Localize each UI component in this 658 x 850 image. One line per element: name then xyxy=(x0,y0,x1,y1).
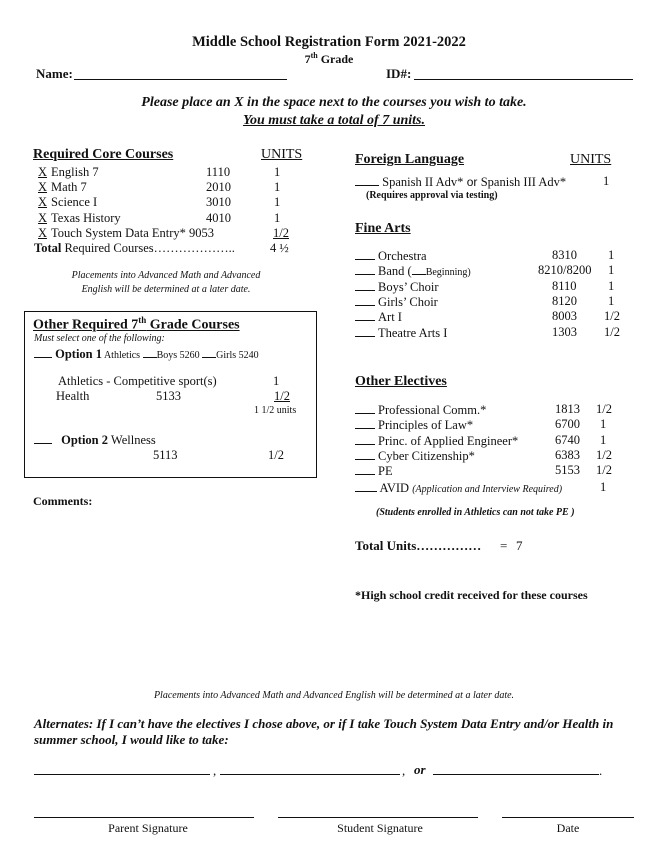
alternate-1-field[interactable] xyxy=(34,774,210,775)
parent-signature-label: Parent Signature xyxy=(108,821,188,835)
core-course-units: 1/2 xyxy=(273,225,289,240)
health-units: 1/2 xyxy=(274,389,290,403)
health-label: Health xyxy=(56,389,90,403)
core-total-row xyxy=(34,241,235,256)
core-course-mark[interactable]: X xyxy=(38,195,48,210)
fine-arts-row xyxy=(355,325,447,341)
parent-signature-line[interactable] xyxy=(34,817,254,818)
alternate-or: or xyxy=(414,762,426,777)
fine-arts-name: Girls’ Choir xyxy=(378,294,438,309)
band-beginning-blank[interactable] xyxy=(412,263,426,275)
option-1-row xyxy=(34,346,259,362)
boys-blank[interactable] xyxy=(143,346,157,358)
option-2-blank[interactable] xyxy=(34,432,52,444)
instruction-line-2: You must take a total of 7 units. xyxy=(242,113,426,128)
fine-arts-code: 8120 xyxy=(552,293,577,308)
spanish-or: or xyxy=(463,175,481,189)
core-course-code: 3010 xyxy=(206,195,231,210)
spanish-note: (Requires approval via testing) xyxy=(366,190,498,201)
avid-row xyxy=(355,480,562,496)
elective-code: 1813 xyxy=(555,402,580,416)
core-course-mark[interactable]: X xyxy=(38,165,48,179)
fine-arts-blank[interactable] xyxy=(355,309,375,321)
other-required-heading-sup: th xyxy=(138,315,147,325)
fine-arts-units: 1 xyxy=(608,278,615,293)
core-course-units: 1 xyxy=(274,210,281,225)
total-units-eq: = xyxy=(500,538,508,553)
athletics-pe-note: (Students enrolled in Athletics can not take PE ) xyxy=(376,507,575,518)
core-course-row xyxy=(34,226,214,241)
elective-name: Principles of Law* xyxy=(378,418,474,433)
core-course-row xyxy=(34,211,121,226)
core-heading: Required Core Courses xyxy=(33,147,174,162)
option-2-units: 1/2 xyxy=(268,448,284,462)
option-1-girls: Girls 5240 xyxy=(216,350,259,361)
core-placement-note-2: English will be determined at a later date. xyxy=(81,284,251,295)
core-course-name: Science I xyxy=(51,195,98,210)
elective-units: 1/2 xyxy=(596,447,612,462)
elective-units: 1/2 xyxy=(596,402,612,416)
core-course-name: Texas History xyxy=(51,210,121,225)
id-label: ID#: xyxy=(386,66,412,81)
avid-note: (Application and Interview Required) xyxy=(412,484,563,495)
fine-arts-blank[interactable] xyxy=(355,294,375,306)
option-2-name: Wellness xyxy=(108,433,156,447)
elective-blank[interactable] xyxy=(355,417,375,429)
elective-name: Cyber Citizenship* xyxy=(378,448,475,463)
core-course-code: 4010 xyxy=(206,210,231,225)
name-label: Name: xyxy=(36,66,73,81)
grade-word: Grade xyxy=(317,52,354,66)
band-paren: ( xyxy=(404,264,412,279)
fine-arts-row xyxy=(355,248,427,264)
foreign-units-heading: UNITS xyxy=(570,152,612,167)
core-units-heading: UNITS xyxy=(261,147,303,162)
fine-arts-blank[interactable] xyxy=(355,263,375,275)
fine-arts-row xyxy=(355,294,438,310)
core-course-name: Math 7 xyxy=(51,180,87,195)
elective-row xyxy=(355,402,486,418)
core-course-units: 1 xyxy=(274,165,281,179)
fine-arts-code: 8210/8200 xyxy=(538,263,592,278)
alternate-comma-2: , xyxy=(402,763,406,778)
must-select-note: Must select one of the following: xyxy=(34,333,165,344)
fine-arts-units: 1 xyxy=(608,293,615,308)
total-units-value: 7 xyxy=(516,538,523,553)
alternate-2-field[interactable] xyxy=(220,774,400,775)
option-1-label: Option 1 xyxy=(55,347,103,361)
core-course-name: English 7 xyxy=(51,165,99,179)
core-course-code: 1110 xyxy=(206,165,231,179)
other-required-heading xyxy=(33,315,240,334)
fine-arts-units: 1 xyxy=(608,248,615,262)
grade-suffix: th xyxy=(310,51,318,60)
option-2-code: 5113 xyxy=(153,448,178,462)
elective-units: 1 xyxy=(600,432,607,447)
hs-credit-note: *High school credit received for these courses xyxy=(355,588,588,602)
core-course-units: 1 xyxy=(274,180,281,195)
elective-code: 6700 xyxy=(555,417,580,432)
grade-number: 7 xyxy=(304,52,311,66)
fine-arts-row xyxy=(355,309,402,325)
fine-arts-units: 1/2 xyxy=(604,309,620,324)
alternates-line-1: Alternates: If I can’t have the electives I chose above, or if I take Touch System Data Entry and/or Health in xyxy=(34,716,614,731)
core-total-bold: Total xyxy=(34,241,62,255)
fine-arts-heading: Fine Arts xyxy=(355,221,411,236)
core-course-row xyxy=(34,195,97,210)
core-course-name: Touch System Data Entry* 9053 xyxy=(51,225,215,240)
elective-name: Professional Comm.* xyxy=(378,403,487,417)
avid-blank[interactable] xyxy=(355,480,377,492)
date-label: Date xyxy=(556,821,580,835)
elective-name: PE xyxy=(378,464,393,479)
elective-blank[interactable] xyxy=(355,402,375,414)
core-course-code: 2010 xyxy=(206,180,231,195)
id-field[interactable] xyxy=(414,79,633,80)
electives-heading: Other Electives xyxy=(355,374,447,389)
student-signature-line[interactable] xyxy=(278,817,478,818)
option-2-label: Option 2 xyxy=(61,433,109,447)
spanish-iii-label: Spanish III Adv* xyxy=(480,175,567,189)
option-1-boys: Boys 5260 xyxy=(156,350,203,361)
placement-note-bottom: Placements into Advanced Math and Advanced English will be determined at a later date. xyxy=(153,690,515,701)
date-line[interactable] xyxy=(502,817,634,818)
athletics-units: 1 xyxy=(273,374,280,388)
avid-units: 1 xyxy=(600,480,607,494)
spanish-units: 1 xyxy=(603,174,610,188)
fine-arts-name: Orchestra xyxy=(378,249,427,263)
fine-arts-name: Art I xyxy=(378,310,402,325)
alternate-period: . xyxy=(599,763,603,778)
option-1-sum-units: 1 1/2 units xyxy=(254,405,297,416)
fine-arts-units: 1/2 xyxy=(604,324,620,339)
student-signature-label: Student Signature xyxy=(337,821,423,835)
band-beginning-label: Beginning) xyxy=(425,267,471,279)
avid-name: AVID xyxy=(379,481,410,495)
fine-arts-code: 8310 xyxy=(552,248,577,262)
form-title: Middle School Registration Form 2021-2022 xyxy=(192,34,466,50)
option-1-blank[interactable] xyxy=(34,346,52,358)
total-units-label: Total Units…………… xyxy=(355,538,482,553)
spanish-row xyxy=(355,174,566,190)
elective-units: 1/2 xyxy=(596,463,612,478)
core-course-row xyxy=(34,165,99,180)
core-course-mark[interactable]: X xyxy=(38,210,48,225)
core-course-row xyxy=(34,180,87,195)
grade-label xyxy=(0,51,658,67)
core-course-mark[interactable]: X xyxy=(38,225,48,240)
elective-code: 5153 xyxy=(555,463,580,478)
elective-name: Princ. of Applied Engineer* xyxy=(378,433,519,448)
comments-label: Comments: xyxy=(33,494,93,508)
elective-code: 6383 xyxy=(555,447,580,462)
fine-arts-name: Band xyxy=(378,264,405,279)
alternate-3-field[interactable] xyxy=(433,774,599,775)
fine-arts-blank[interactable] xyxy=(355,248,375,260)
spanish-blank[interactable] xyxy=(355,174,379,186)
elective-blank[interactable] xyxy=(355,448,375,460)
fine-arts-name: Boys’ Choir xyxy=(378,279,439,294)
foreign-heading: Foreign Language xyxy=(355,152,465,167)
elective-blank[interactable] xyxy=(355,433,375,445)
option-2-row xyxy=(34,432,156,448)
fine-arts-code: 1303 xyxy=(552,324,577,339)
fine-arts-name: Theatre Arts I xyxy=(378,325,448,340)
core-total-units: 4 ½ xyxy=(270,241,289,255)
girls-blank[interactable] xyxy=(202,346,216,358)
elective-row xyxy=(355,463,393,479)
core-total-label: Required Courses……………….. xyxy=(61,241,235,255)
fine-arts-units: 1 xyxy=(608,263,615,278)
alternates-line-2: summer school, I would like to take: xyxy=(34,732,229,747)
spanish-ii-label: Spanish II Adv* xyxy=(382,175,464,189)
fine-arts-code: 8110 xyxy=(552,278,577,293)
alternate-comma-1: , xyxy=(213,763,217,778)
fine-arts-blank[interactable] xyxy=(355,279,375,291)
elective-row xyxy=(355,417,473,433)
elective-row xyxy=(355,433,518,449)
option-1-athletics: Athletics xyxy=(102,350,143,361)
elective-units: 1 xyxy=(600,417,607,432)
health-code: 5133 xyxy=(156,389,181,403)
athletics-line: Athletics - Competitive sport(s) xyxy=(58,374,217,388)
elective-code: 6740 xyxy=(555,432,580,447)
other-required-heading-a: Other Required 7 xyxy=(33,317,139,333)
core-placement-note-1: Placements into Advanced Math and Advanced xyxy=(71,270,261,281)
other-required-heading-b: Grade Courses xyxy=(146,317,240,333)
name-field[interactable] xyxy=(74,79,287,80)
elective-row xyxy=(355,448,475,464)
instruction-line-1: Please place an X in the space next to the courses you wish to take. xyxy=(141,95,527,110)
fine-arts-row xyxy=(355,279,439,295)
fine-arts-row xyxy=(355,263,471,279)
fine-arts-blank[interactable] xyxy=(355,325,375,337)
elective-blank[interactable] xyxy=(355,463,375,475)
core-course-mark[interactable]: X xyxy=(38,180,48,195)
fine-arts-code: 8003 xyxy=(552,309,577,324)
core-course-units: 1 xyxy=(274,195,281,210)
